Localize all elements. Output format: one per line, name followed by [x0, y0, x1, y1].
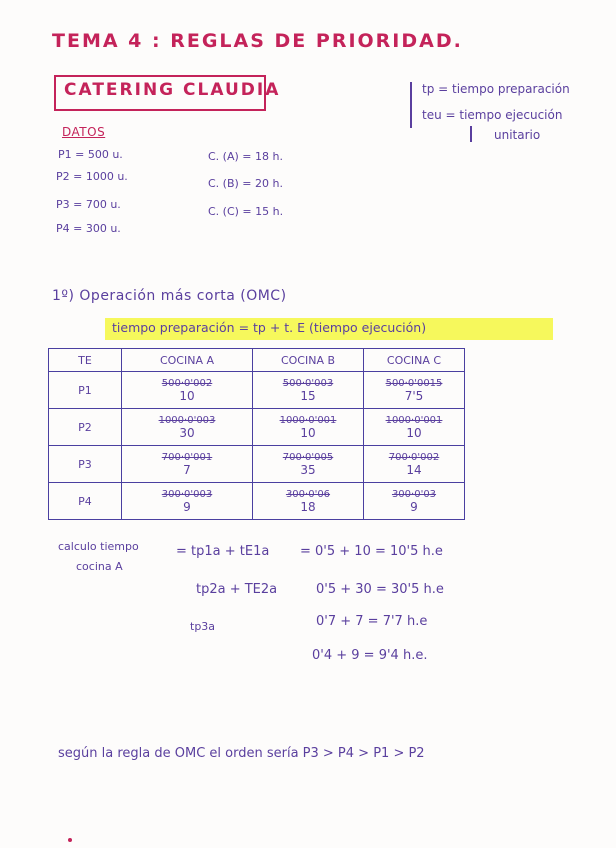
cell-calc: 300·0'03: [391, 488, 437, 500]
ink-dot: [68, 838, 72, 842]
calc-line2-rhs: 0'5 + 30 = 30'5 h.e: [316, 582, 444, 597]
cell-value: 18: [300, 499, 316, 514]
table-row: [49, 409, 465, 446]
product-p2: P2 = 1000 u.: [56, 170, 128, 183]
kitchen-b: C. (B) = 20 h.: [208, 177, 283, 190]
legend-box: [410, 82, 600, 144]
legend-bracket: [410, 82, 412, 128]
kitchen-c: C. (C) = 15 h.: [208, 205, 284, 218]
company-name: CATERING CLAUDIA: [64, 80, 281, 100]
conclusion-text: según la regla de OMC el orden sería P3 > P4 > P1 > P2: [58, 746, 425, 761]
table-header: COCINA B: [253, 349, 364, 372]
calc-line3-rhs: 0'7 + 7 = 7'7 h.e: [316, 614, 428, 629]
table-header: COCINA A: [122, 349, 253, 372]
calc-line2-lhs: tp2a + TE2a: [196, 582, 278, 597]
cell-calc: 1000·0'003: [158, 414, 216, 426]
table-cell: [253, 409, 364, 446]
table-cell: [364, 372, 465, 409]
cell-value: 30: [179, 425, 195, 440]
table-cell: [122, 483, 253, 520]
table-cell: [122, 409, 253, 446]
calc-line1-rhs: = 0'5 + 10 = 10'5 h.e: [300, 544, 443, 559]
row-label: P4: [49, 483, 122, 520]
cell-value: 14: [406, 462, 422, 477]
cell-value: 10: [300, 425, 316, 440]
cell-calc: 700·0'005: [282, 451, 334, 463]
table-header: COCINA C: [364, 349, 465, 372]
cell-value: 7'5: [404, 388, 424, 403]
product-p1: P1 = 500 u.: [58, 148, 123, 161]
cell-calc: 500·0'003: [282, 377, 334, 389]
calc-label-1: calculo tiempo: [58, 540, 139, 553]
cell-value: 9: [183, 499, 191, 514]
calc-line3-lhs: tp3a: [190, 620, 216, 633]
legend-teu-cont: unitario: [494, 128, 541, 142]
table-header-row: [49, 349, 465, 372]
table-row: [49, 372, 465, 409]
cell-calc: 300·0'003: [161, 488, 213, 500]
cell-value: 10: [406, 425, 422, 440]
datos-heading: DATOS: [62, 125, 106, 139]
kitchen-a: C. (A) = 18 h.: [208, 150, 283, 163]
cell-calc: 300·0'06: [285, 488, 331, 500]
table-cell: [364, 446, 465, 483]
cell-value: 15: [300, 388, 316, 403]
cell-calc: 500·0'0015: [385, 377, 443, 389]
row-label: P2: [49, 409, 122, 446]
table-cell: [122, 372, 253, 409]
calc-line1-lhs: = tp1a + tE1a: [176, 544, 270, 559]
cell-value: 7: [183, 462, 191, 477]
table-row: [49, 483, 465, 520]
table-cell: [122, 446, 253, 483]
calc-label-2: cocina A: [76, 560, 123, 573]
cell-calc: 700·0'002: [388, 451, 440, 463]
table-header: TE: [49, 349, 122, 372]
cell-calc: 700·0'001: [161, 451, 213, 463]
page-title: TEMA 4 : REGLAS DE PRIORIDAD.: [52, 30, 463, 52]
table-cell: [364, 409, 465, 446]
cell-value: 35: [300, 462, 316, 477]
row-label: P1: [49, 372, 122, 409]
legend-bracket-tail: [470, 126, 472, 142]
cell-value: 9: [410, 499, 418, 514]
product-p4: P4 = 300 u.: [56, 222, 121, 235]
step-heading: 1º) Operación más corta (OMC): [52, 288, 287, 304]
table-cell: [253, 483, 364, 520]
time-table: [48, 348, 465, 520]
table-cell: [253, 446, 364, 483]
legend-tp: tp = tiempo preparación: [422, 82, 570, 96]
cell-calc: 1000·0'001: [279, 414, 337, 426]
table-row: [49, 446, 465, 483]
row-label: P3: [49, 446, 122, 483]
table-cell: [364, 483, 465, 520]
formula-text: tiempo preparación = tp + t. E (tiempo ejecución): [112, 320, 427, 335]
cell-value: 10: [179, 388, 195, 403]
legend-teu: teu = tiempo ejecución: [422, 108, 563, 122]
product-p3: P3 = 700 u.: [56, 198, 121, 211]
cell-calc: 500·0'002: [161, 377, 213, 389]
cell-calc: 1000·0'001: [385, 414, 443, 426]
table-cell: [253, 372, 364, 409]
calc-line4-rhs: 0'4 + 9 = 9'4 h.e.: [312, 648, 428, 663]
